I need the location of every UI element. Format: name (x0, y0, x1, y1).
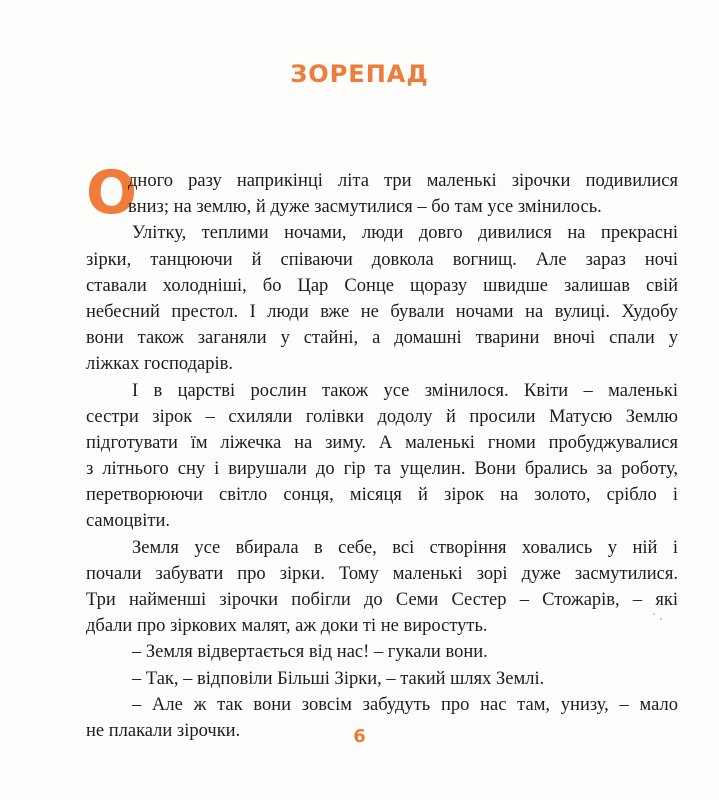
story-text (86, 158, 678, 744)
text-line: – Так, – відповіли Більші Зірки, – такий шлях Землі. (132, 668, 545, 689)
drop-cap-letter: О (86, 158, 138, 228)
page-number: 6 (353, 726, 366, 747)
text-line: ліжках господарів. (86, 354, 233, 375)
text-line: дбали про зіркових малят, аж доки ті не виростуть. (86, 616, 488, 637)
text-line: І в царстві рослин також усе змінилося. Квіти – маленькі (132, 380, 678, 401)
text-line: сестри зірок – схиляли голівки додолу й просили Матусю Землю (86, 406, 678, 427)
text-line: Улітку, теплими ночами, люди довго дивилися на прекрасні (132, 223, 678, 244)
text-line: зірки, танцюючи й співаючи довкола вогнищ. Але зараз ночі (86, 249, 678, 270)
text-line: ставали холодніші, бо Цар Сонце щоразу швидше залишав свій (86, 275, 678, 296)
text-line: самоцвіти. (86, 511, 170, 532)
text-line: не плакали зірочки. (86, 720, 241, 741)
text-line: з літнього сну і вирушали до гір та ущелин. Вони брались за роботу, (86, 459, 678, 480)
text-line: дного разу наприкінці літа три маленькі зірочки подивилися (128, 171, 678, 191)
text-line: вони також заганяли у стайні, а домашні тварини вночі спали у (86, 328, 678, 349)
text-line: почали забувати про зірки. Тому маленькі зорі дуже засмутилися. (86, 563, 678, 584)
text-line: вниз; на землю, й дуже засмутилися – бо там усе змінилось. (128, 197, 602, 218)
text-line: Земля усе вбирала в себе, всі створіння ховались у ній і (132, 537, 678, 558)
text-line: небесний престол. І люди вже не бували ночами на вулиці. Худобу (86, 301, 678, 322)
text-line: Три найменші зірочки побігли до Семи Сестер – Стожарів, – які (86, 590, 678, 610)
text-line: підготувати їм ліжечка на зиму. А маленькі гноми пробуджувалися (86, 432, 678, 453)
text-line: – Але ж так вони зовсім забудуть про нас там, унизу, – мало (132, 694, 678, 715)
chapter-title: ЗОРЕПАД (290, 60, 429, 88)
scan-speck (660, 618, 662, 620)
scan-speck (653, 613, 655, 615)
text-line: перетворюючи світло сонця, місяця й зірок на золото, срібло і (86, 485, 678, 506)
text-line: – Земля відвертається від нас! – гукали вони. (132, 642, 488, 663)
